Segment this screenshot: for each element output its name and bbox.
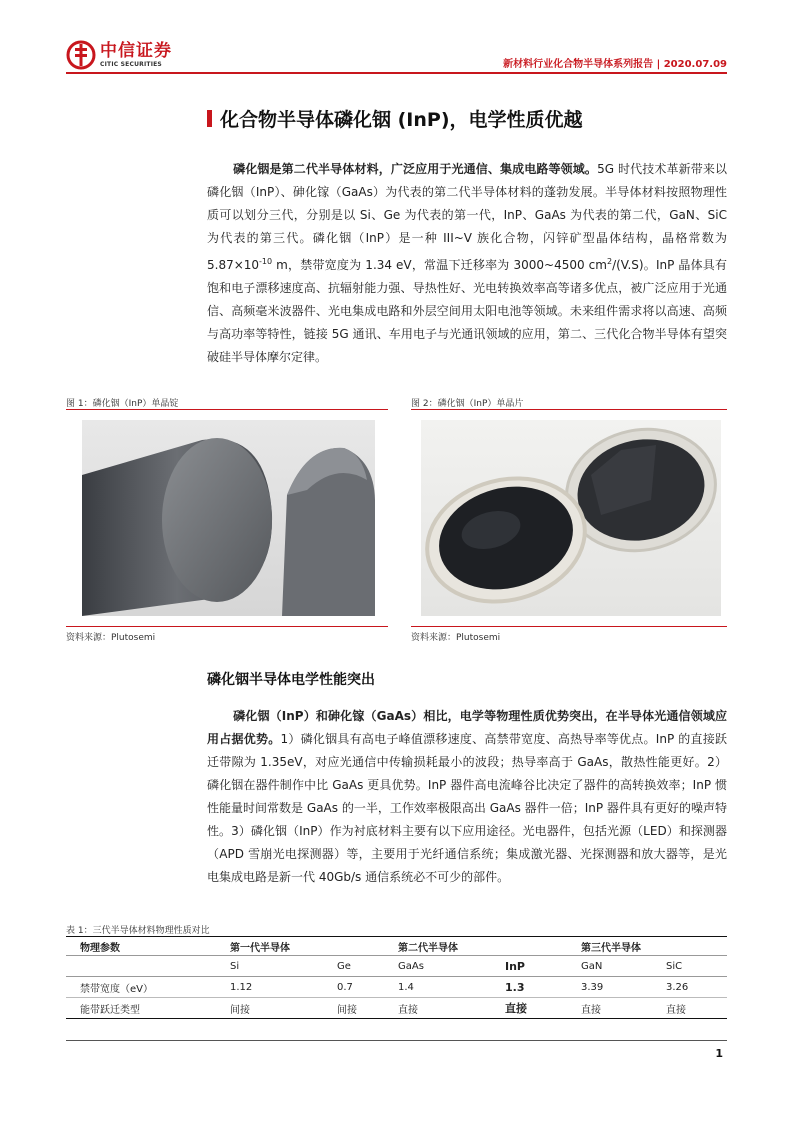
intro-text-a: 5G 时代技术革新带来以磷化铟（InP）、砷化镓（GaAs）为代表的第二代半导体材料的蓬勃发展。半导体材料按照物理性质可以划分三代，分别是以 Si、Ge 为代表的第一代，InP、GaAs 为代表的第二代，GaN、SiC 为代表的第三代。磷化铟（InP）是一种 III~V 族化合物，闪锌矿型晶体结构，晶格常数为 5.87×10 [207,162,727,272]
table-header-cell: 第一代半导体 [216,937,384,956]
table-material-row [66,956,727,977]
table-cell: SiC [652,956,727,977]
table-cell: 1.4 [384,977,491,998]
table-row [66,977,727,998]
table-header-cell: 第三代半导体 [567,937,727,956]
table-cell: Ge [323,956,384,977]
table-row-label: 禁带宽度（eV） [66,977,216,998]
table-cell: 间接 [323,998,384,1019]
material-comparison-table [66,937,727,1019]
intro-lead: 磷化铟是第二代半导体材料，广泛应用于光通信、集成电路等领域。 [233,162,598,176]
table-cell-highlight: 1.3 [491,977,567,998]
table-header-cell: 第二代半导体 [384,937,567,956]
figure-2-label: 图 2：磷化铟（InP）单晶片 [411,399,524,409]
figure-1-bottom-line [66,626,388,627]
inp-ingot-illustration [82,420,375,616]
table-cell: 0.7 [323,977,384,998]
table-row [66,998,727,1019]
logo-chinese-name: 中信证券 [100,40,172,61]
intro-exp-1: -10 [259,257,273,266]
body-lead: 磷化铟（InP）和砷化镓（GaAs）相比，电学等物理性质优势突出，在半导体光通信领域应用占据优势。 [207,709,727,746]
table-cell: 间接 [216,998,323,1019]
table-cell: 直接 [384,998,491,1019]
table-cell: 1.12 [216,977,323,998]
citic-logo [66,40,172,70]
footer-divider [66,1040,727,1041]
table-cell: 3.26 [652,977,727,998]
table-cell: Si [216,956,323,977]
figure-1-label: 图 1：磷化铟（InP）单晶锭 [66,399,179,409]
figure-1-top-line [66,409,388,410]
report-series-date: 新材料行业化合物半导体系列报告 | 2020.07.09 [503,59,727,70]
figure-2-bottom-line [411,626,727,627]
section-title: 化合物半导体磷化铟 (InP)，电学性质优越 [220,109,583,131]
table-cell-highlight: InP [491,956,567,977]
intro-exp-2: 2 [606,257,613,266]
figure-1-image [82,420,375,616]
table-cell: GaN [567,956,652,977]
figure-2-source: 资料来源：Plutosemi [411,633,501,643]
table-cell: 直接 [652,998,727,1019]
figure-1-source: 资料来源：Plutosemi [66,633,156,643]
page-number: 1 [715,1047,723,1060]
title-marker [207,110,212,127]
figure-2-top-line [411,409,727,410]
body-text: 1）磷化铟具有高电子峰值漂移速度、高禁带宽度、高热导率等优点。InP 的直接跃迁带隙为 1.35eV，对应光通信中传输损耗最小的波段；热导率高于 GaAs，散热性能更好。2）磷化铟在器件制作中比 GaAs 更具优势。InP 器件高电流峰谷比决定了器件的高转换效率；InP 惯性能量时间常数是 GaAs 的一半，工作效率极限高出 GaAs 器件一倍；InP 器件具有更好的噪声特性。3）磷化铟（InP）作为衬底材料主要有以下应用途径。光电器件，包括光源（LED）和探测器（APD 雪崩光电探测器）等，主要用于光纤通信系统；集成激光器、光探测器和放大器等，是光电集成电路是新一代 40Gb/s 通信系统必不可少的部件。 [207,732,727,884]
body-paragraph [207,705,727,889]
table-header-cell: 物理参数 [66,937,216,956]
intro-text-b: m，禁带宽度为 1.34 eV，常温下迁移率为 3000~4500 cm [272,258,607,272]
table-cell-highlight: 直接 [491,998,567,1019]
table-cell: 3.39 [567,977,652,998]
intro-paragraph [207,158,727,369]
logo-english-name: CITIC SECURITIES [100,60,162,68]
figure-2-image [421,420,721,616]
table-header-row [66,937,727,956]
subsection-title: 磷化铟半导体电学性能突出 [207,672,375,688]
citic-logo-icon [66,40,96,70]
table-row-label: 能带跃迁类型 [66,998,216,1019]
table-cell: 直接 [567,998,652,1019]
table-cell: GaAs [384,956,491,977]
header-divider [66,72,727,74]
intro-text-c: /(V.S)。InP 晶体具有饱和电子漂移速度高、抗辐射能力强、导热性好、光电转换效率高等诸多优点，被广泛应用于光通信、高频毫米波器件、光电集成电路和外层空间用太阳电池等领域。未来组件需求将以高速、高频与高功率等特性，链接 5G 通讯、车用电子与光通讯领域的应用，第二、三代化合物半导体有望突破硅半导体摩尔定律。 [207,258,727,364]
table-cell [66,956,216,977]
table-1-label: 表 1：三代半导体材料物理性质对比 [66,926,210,936]
inp-wafer-illustration [421,420,721,616]
